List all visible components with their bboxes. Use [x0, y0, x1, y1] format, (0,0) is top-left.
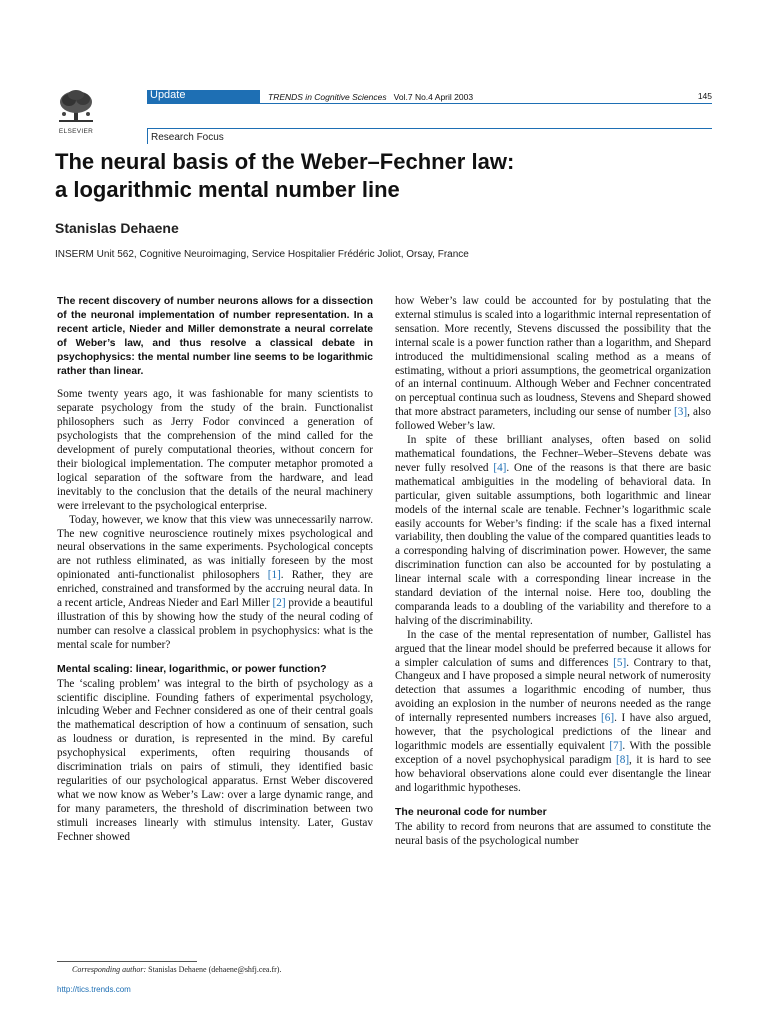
paragraph: Today, however, we know that this view was unnecessarily narrow. The new cognitive neuroscience routinely mixes psychological and neural observations in the same experiments. Psychological concepts are not ruthless eliminated, as was initially foreseen by the most opinionated anti-functionalist philosophers [1]. Rather, they are enriched, constrained and transformed by the accruing neural data. In a recent article, Andreas Nieder and Earl Miller [2] provide a beautiful illustration of this by showing how the study of the neural coding of number can resolve a classical problem in psychophysics: what is the mental scale for number? — [57, 513, 373, 651]
elsevier-tree-icon — [55, 88, 97, 134]
journal-issue: Vol.7 No.4 April 2003 — [393, 92, 474, 102]
title-line-1: The neural basis of the Weber–Fechner law: — [55, 149, 515, 174]
subsection-label: Research Focus — [151, 132, 224, 143]
paragraph: how Weber’s law could be accounted for by postulating that the external stimulus is scaled into a logarithmic internal representation of sensation. More recently, Stevens discussed the possibility that the internal scale is a power function rather than a logarithm, and Shepard introduced the multidimensional scaling method as a means of estimating, without a priori assumptions, the geometrical organization of an internal continuum. Although Weber and Fechner concentrated on perceptual continua such as loudness, Stevens and Shepard showed that more abstract parameters, including our sense of number [3], also followed Weber’s law. — [395, 295, 711, 433]
citation-link[interactable]: [6] — [601, 712, 615, 725]
journal-url-link[interactable]: http://tics.trends.com — [57, 985, 131, 994]
footnote — [72, 965, 281, 974]
subsection-rule — [147, 128, 712, 129]
citation-link[interactable]: [2] — [272, 597, 286, 610]
publisher-name: ELSEVIER — [58, 128, 94, 135]
abstract: The recent discovery of number neurons allows for a dissection of the neuronal implementation of number representation. In a recent article, Nieder and Miller demonstrate a neural correlate of Weber’s law, and thus resolve a classical debate in psychophysics: the mental number line seems to be logarithmic rather than linear. — [57, 296, 373, 377]
paragraph: The ability to record from neurons that are assumed to constitute the neural basis of the psychological number — [395, 820, 711, 847]
left-column — [57, 295, 373, 845]
citation-link[interactable]: [7] — [609, 740, 623, 752]
footnote-rule — [57, 961, 197, 962]
citation-link[interactable]: [4] — [493, 461, 507, 474]
footnote-label: Corresponding author: — [72, 965, 147, 974]
author-affiliation: INSERM Unit 562, Cognitive Neuroimaging, Service Hospitalier Frédéric Joliot, Orsay, France — [55, 249, 469, 260]
subsection-tick — [147, 128, 148, 144]
title-line-2: a logarithmic mental number line — [55, 177, 400, 202]
citation-link[interactable]: [5] — [613, 656, 627, 669]
right-column — [395, 295, 711, 848]
footnote-text: Stanislas Dehaene (dehaene@shfj.cea.fr). — [146, 965, 282, 974]
author-name: Stanislas Dehaene — [55, 220, 179, 236]
citation-link[interactable]: [8] — [616, 753, 630, 766]
article-title — [55, 148, 715, 204]
journal-info — [268, 92, 473, 102]
citation-link[interactable]: [3] — [674, 406, 688, 419]
header-rule — [147, 103, 712, 104]
paragraph: In spite of these brilliant analyses, often based on solid mathematical foundations, the Fechner–Weber–Stevens debate was never fully resolved [4]. One of the reasons is that there are basic mathematical ambiguities in the modeling of behavioral data. In particular, given suitable assumptions, both logarithmic and linear models of the internal scale are tenable. Fechner’s logarithmic scale easily accounts for Weber’s finding: if the scale has a fixed internal variability, then doubling the value of the compared quantities leads to a corresponding halving of discrimination power. However, the same discrimination function can also be accounted for by postulating a linear internal scale with a corresponding linear increase in the standard deviation of the internal noise. Here too, doubling the comparanda leads to a doubling of the variability and therefore to a halving of the discriminability. — [395, 434, 711, 627]
page-number: 145 — [697, 91, 712, 101]
citation-link[interactable]: [1] — [267, 569, 281, 582]
section-label: Update — [150, 89, 186, 101]
paragraph: The ‘scaling problem’ was integral to the birth of psychology as a scientific discipline. Founding fathers of experimental psychology, inlcuding Weber and Fechner considered as one of their central goals the mathematical description of how a continuum of sensation, such as loudness or duration, is represented in the mind. By careful psychophysical experiments, often requiring thousands of discrimination trials on pairs of stimuli, they identified basic regularities of our psychological apparatus. Ernst Weber discovered what we now know as Weber’s Law: over a large dynamic range, and for many parameters, the threshold of discrimination between two stimuli increases linearly with stimulus intensity. Later, Gustav Fechner showed — [57, 677, 373, 843]
section-heading: Mental scaling: linear, logarithmic, or power function? — [57, 662, 327, 675]
journal-name: TRENDS in Cognitive Sciences — [268, 92, 387, 102]
section-heading: The neuronal code for number — [395, 805, 547, 818]
paragraph: In the case of the mental representation of number, Gallistel has argued that the linear model should be preferred because it allows for a simpler calculation of sums and differences [5]. Contrary to that, Changeux and I have proposed a simple neural network of numerosity detection that assumes a logarithmic encoding of number, thus avoiding an explosion in the number of neurons needed as the range of internally represented numbers increases [6]. I have also argued, however, that the psychological predictions of the linear and logarithmic models are essentially equivalent [7]. With the possible exception of a novel psychophysical paradigm [8], it is hard to see how behavioral observations alone could ever disentangle the linear and logarithmic hypotheses. — [395, 628, 712, 794]
paragraph: Some twenty years ago, it was fashionable for many scientists to separate psychology from the study of the brain. Functionalist philosophers such as Jerry Fodor convinced a generation of psychologists that the comprehension of the mind called for the development of purely computational theories, without concern for their biological implementation. The computer metaphor promoted a logical separation of the software from the hardware, and lead inevitably to the conclusion that the details of the neural machinery were irrelevant to the psychological enterprise. — [57, 388, 373, 512]
